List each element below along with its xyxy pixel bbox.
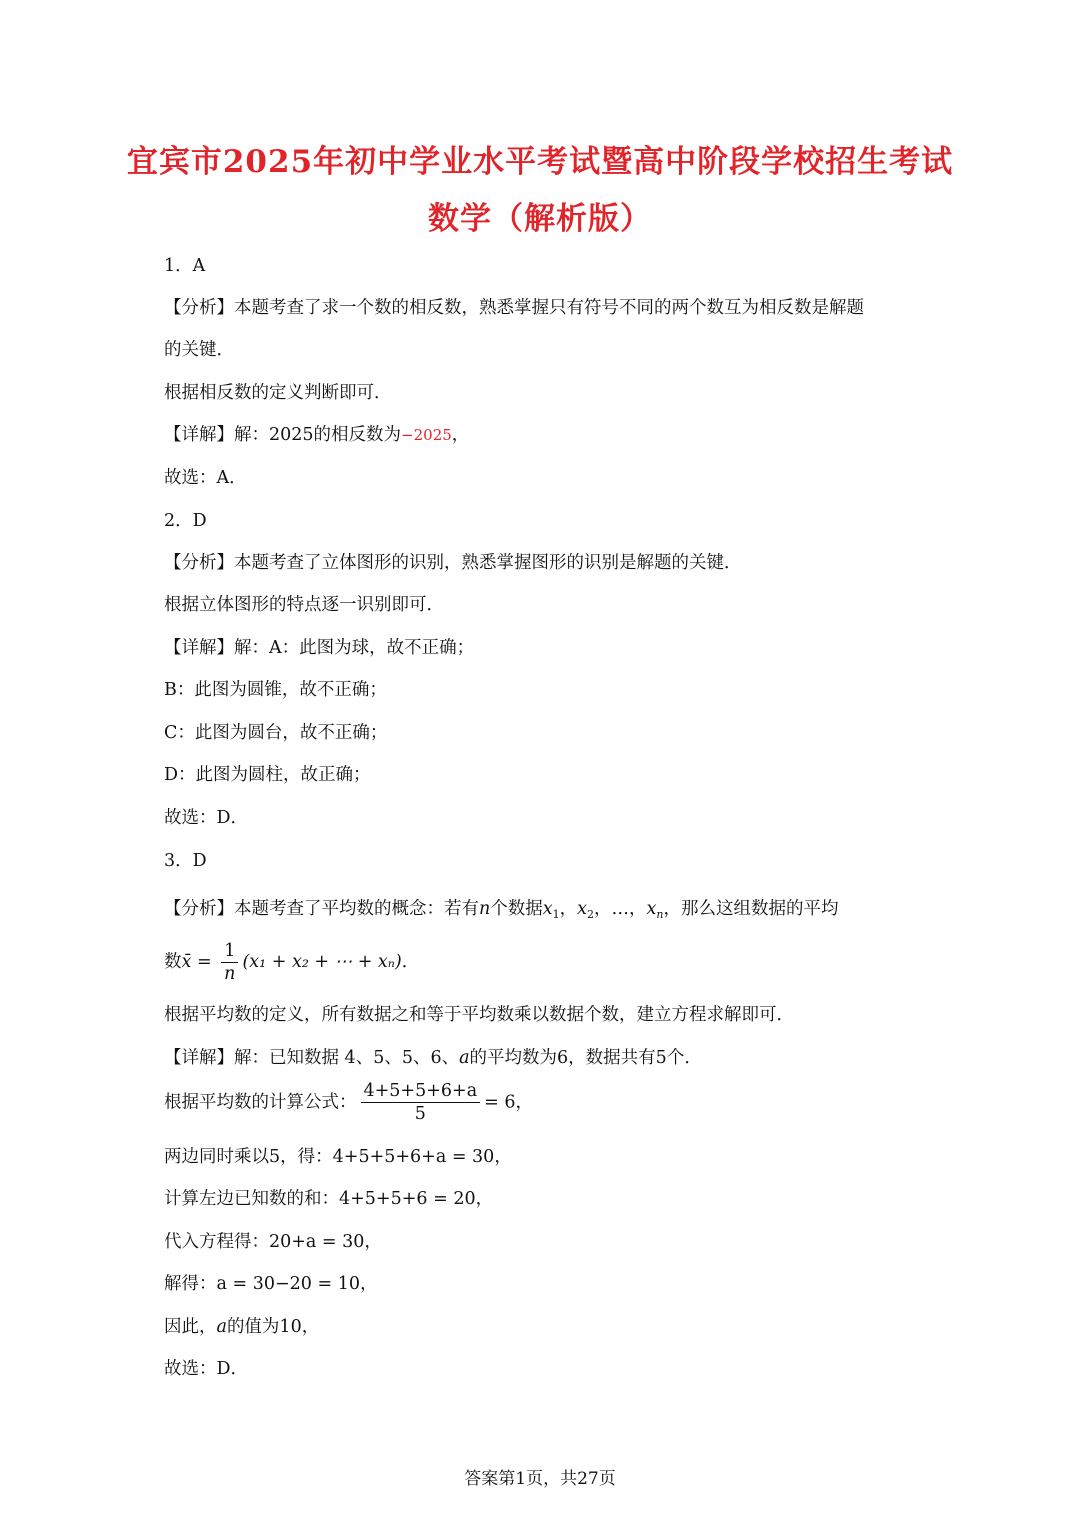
q3-analysis-text2: 个数据 bbox=[490, 899, 543, 919]
q3-choice: 故选：D． bbox=[164, 1359, 249, 1379]
q1-analysis: 【分析】本题考查了求一个数的相反数，熟悉掌握只有符号不同的两个数互为相反数是解题 bbox=[164, 298, 864, 318]
var-n: n bbox=[479, 899, 491, 919]
q1-detail-text: 【详解】解：2025的相反数为 bbox=[164, 425, 402, 445]
var-x1: x bbox=[542, 899, 553, 919]
var-xbar: x̄ bbox=[181, 952, 192, 972]
q2-choice: 故选：D． bbox=[164, 808, 249, 828]
q1-method: 根据相反数的定义判断即可． bbox=[164, 383, 392, 403]
q2-detail-c: C：此图为圆台，故不正确； bbox=[164, 723, 388, 743]
q1-detail bbox=[164, 422, 469, 448]
q3-step-sum: 计算左边已知数的和：4+5+5+6 = 20， bbox=[164, 1189, 494, 1209]
document-subtitle: 数学（解析版） bbox=[428, 201, 652, 237]
page-footer: 答案第1页，共27页 bbox=[464, 1469, 616, 1489]
q2-answer: 2．D bbox=[164, 511, 207, 531]
q3-conclusion: 因此，a的值为10， bbox=[164, 1317, 320, 1337]
q1-detail-end: ， bbox=[451, 425, 470, 445]
q3-mean-formula: 数x̄ = $\frac{1}{n}$ (x₁ + x₂ + ⋯ + xₙ)． bbox=[164, 941, 420, 984]
q2-analysis: 【分析】本题考查了立体图形的识别，熟悉掌握图形的识别是解题的关键． bbox=[164, 553, 742, 573]
q3-mean-equation: 根据平均数的计算公式： $\frac{4+5+5+6+a}{5}$ = 6， bbox=[164, 1081, 533, 1124]
q2-method: 根据立体图形的特点逐一识别即可． bbox=[164, 595, 444, 615]
q3-method: 根据平均数的定义，所有数据之和等于平均数乘以数据个数，建立方程求解即可． bbox=[164, 1005, 794, 1025]
sum-expression: (x₁ + x₂ + ⋯ + xₙ) bbox=[242, 952, 402, 972]
q2-detail-a: 【详解】解：A：此图为球，故不正确； bbox=[164, 638, 475, 658]
q1-detail-value: −2025 bbox=[401, 426, 452, 444]
q3-analysis: 【分析】本题考查了平均数的概念：若有n个数据$x_1$，$x_2$，…，$x_n$，那么这组数据的平均 bbox=[164, 899, 839, 921]
q2-detail-b: B：此图为圆锥，故不正确； bbox=[164, 680, 387, 700]
q3-detail: 【详解】解：已知数据 4、5、5、6、a的平均数为6，数据共有5个． bbox=[164, 1048, 702, 1068]
var-x2: x bbox=[577, 899, 588, 919]
q3-step-solve: 解得：a = 30−20 = 10， bbox=[164, 1274, 378, 1294]
q3-step-multiply: 两边同时乘以5，得：4+5+5+6+a = 30， bbox=[164, 1147, 512, 1167]
q1-choice: 故选：A． bbox=[164, 468, 247, 488]
q1-answer: 1．A bbox=[164, 256, 206, 276]
document-title: 宜宾市2025年初中学业水平考试暨高中阶段学校招生考试 bbox=[126, 144, 954, 180]
q1-analysis-cont: 的关键． bbox=[164, 340, 234, 360]
q2-detail-d: D：此图为圆柱，故正确； bbox=[164, 765, 371, 785]
q3-answer: 3．D bbox=[164, 851, 207, 871]
var-xn: x bbox=[646, 899, 657, 919]
fraction-1-over-n: $\frac{1}{n}$ bbox=[221, 940, 238, 985]
q3-step-substitute: 代入方程得：20+a = 30， bbox=[164, 1232, 382, 1252]
q3-analysis-text: 【分析】本题考查了平均数的概念：若有 bbox=[164, 899, 479, 919]
q3-analysis-text3: ，那么这组数据的平均 bbox=[663, 899, 839, 919]
fraction-sum-over-5: $\frac{4+5+5+6+a}{5}$ bbox=[361, 1080, 481, 1125]
